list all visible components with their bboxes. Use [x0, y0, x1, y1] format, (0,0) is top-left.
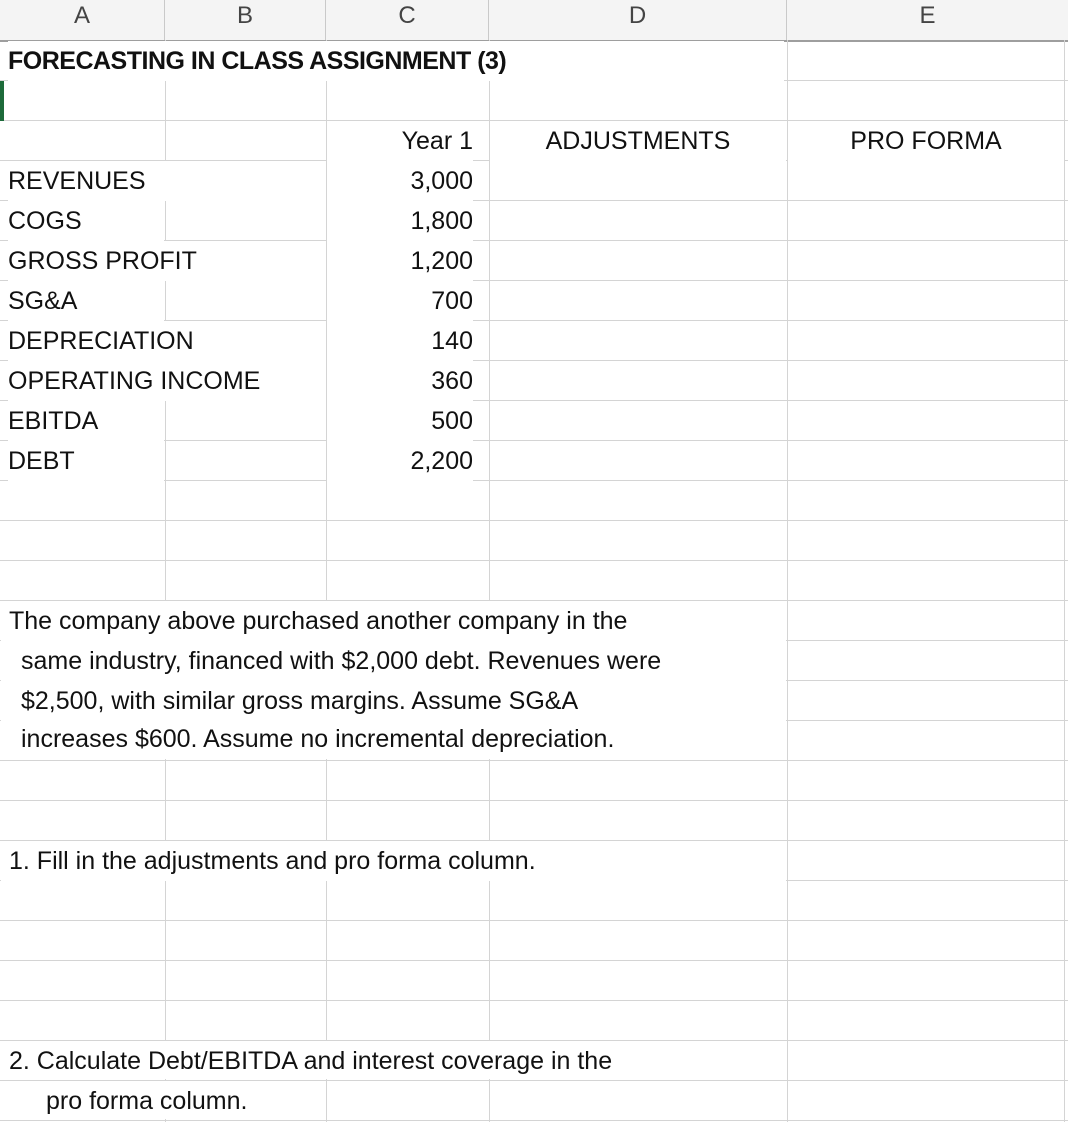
value-cogs[interactable]: 1,800: [327, 201, 473, 241]
problem-text-line: increases $600. Assume no incremental depreciation.: [21, 725, 615, 753]
pro-forma-header[interactable]: PRO FORMA: [788, 121, 1064, 161]
value-ebitda[interactable]: 500: [327, 401, 473, 441]
question-1-text: 1. Fill in the adjustments and pro forma column.: [9, 847, 536, 875]
row-label-revenues[interactable]: REVENUES: [8, 161, 326, 201]
value-operating-income[interactable]: 360: [327, 361, 473, 401]
question-2-text-continued: pro forma column.: [46, 1087, 248, 1115]
question-2-cell[interactable]: [1, 1041, 786, 1079]
year-1-header[interactable]: Year 1: [327, 121, 473, 161]
row-label-gross-profit[interactable]: GROSS PROFIT: [8, 241, 326, 281]
question-2-cell-continued[interactable]: [1, 1081, 325, 1119]
value-debt[interactable]: 2,200: [327, 441, 473, 481]
value-depreciation[interactable]: 140: [327, 321, 473, 361]
gridline: [0, 760, 1068, 761]
column-header-a[interactable]: A: [0, 0, 165, 40]
problem-text-line: $2,500, with similar gross margins. Assume SG&A: [21, 687, 579, 715]
gridline: [0, 800, 1068, 801]
gridline: [165, 40, 166, 1122]
question-1-cell[interactable]: [1, 841, 786, 881]
gridline: [1064, 40, 1065, 1122]
problem-text-block[interactable]: [1, 601, 786, 759]
column-header-b[interactable]: B: [165, 0, 326, 40]
gridline: [0, 920, 1068, 921]
row-label-sga[interactable]: SG&A: [8, 281, 164, 321]
problem-text-line: The company above purchased another company in the: [9, 607, 628, 635]
active-cell-indicator: [0, 81, 4, 121]
row-label-cogs[interactable]: COGS: [8, 201, 164, 241]
gridline: [0, 1000, 1068, 1001]
row-label-depreciation[interactable]: DEPRECIATION: [8, 321, 326, 361]
value-revenues[interactable]: 3,000: [327, 161, 473, 201]
column-header-e[interactable]: E: [919, 2, 936, 29]
row-label-ebitda[interactable]: EBITDA: [8, 401, 164, 441]
column-header-d[interactable]: D: [489, 0, 787, 40]
gridline: [0, 960, 1068, 961]
problem-text-line: same industry, financed with $2,000 debt. Revenues were: [21, 647, 662, 675]
column-header-row: [0, 0, 1068, 42]
value-gross-profit[interactable]: 1,200: [327, 241, 473, 281]
adjustments-header[interactable]: ADJUSTMENTS: [490, 121, 786, 161]
gridline: [0, 560, 1068, 561]
gridline: [0, 520, 1068, 521]
column-header-c[interactable]: C: [326, 0, 489, 40]
question-2-text: 2. Calculate Debt/EBITDA and interest coverage in the: [9, 1047, 613, 1075]
gridline: [787, 40, 788, 1122]
row-label-debt[interactable]: DEBT: [8, 441, 164, 481]
gridline: [489, 40, 490, 1122]
row-label-operating-income[interactable]: OPERATING INCOME: [8, 361, 326, 401]
sheet-title[interactable]: FORECASTING IN CLASS ASSIGNMENT (3): [8, 41, 784, 81]
value-sga[interactable]: 700: [327, 281, 473, 321]
